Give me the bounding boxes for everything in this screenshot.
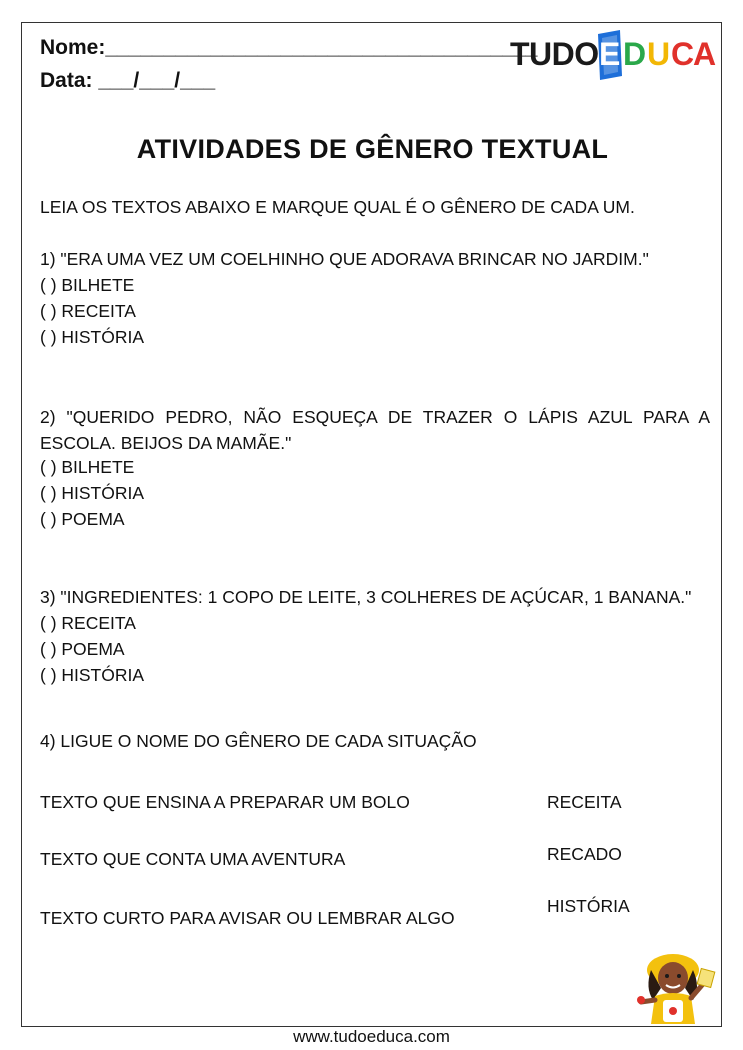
- question-2-option-1: ( ) BILHETE: [40, 457, 135, 477]
- question-3-prompt: 3) "INGREDIENTES: 1 COPO DE LEITE, 3 COLHERES DE AÇÚCAR, 1 BANANA.": [40, 587, 692, 607]
- question-4-prompt: 4) LIGUE O NOME DO GÊNERO DE CADA SITUAÇÃO: [40, 731, 477, 751]
- student-character-illustration: [633, 940, 725, 1028]
- logo-letter-e: E: [599, 36, 621, 72]
- question-2-prompt: 2) "QUERIDO PEDRO, NÃO ESQUEÇA DE TRAZER O LÁPIS AZUL PARA A ESCOLA. BEIJOS DA MAMÃE.": [40, 407, 710, 453]
- page-border: [21, 22, 722, 1027]
- question-2-option-2: ( ) HISTÓRIA: [40, 483, 145, 503]
- match-left-item: TEXTO QUE ENSINA A PREPARAR UM BOLO: [40, 792, 410, 812]
- logo-letter-d: D: [623, 36, 647, 72]
- logo-word-tudo: TUDO: [510, 36, 599, 72]
- question-2-option-3: ( ) POEMA: [40, 509, 125, 529]
- logo-letter-c: C: [671, 36, 695, 72]
- logo-letter-a: A: [693, 36, 717, 72]
- logo-letter-u: U: [647, 36, 671, 72]
- match-right-item: RECEITA: [547, 792, 622, 812]
- match-right-item: RECADO: [547, 844, 622, 864]
- question-1-option-3: ( ) HISTÓRIA: [40, 327, 145, 347]
- question-1-prompt: 1) "ERA UMA VEZ UM COELHINHO QUE ADORAVA BRINCAR NO JARDIM.": [40, 249, 649, 269]
- date-field-label: Data: ___/___/___: [40, 69, 216, 92]
- instruction-text: LEIA OS TEXTOS ABAIXO E MARQUE QUAL É O GÊNERO DE CADA UM.: [40, 197, 635, 217]
- question-3-option-1: ( ) RECEITA: [40, 613, 136, 633]
- question-3-option-2: ( ) POEMA: [40, 639, 125, 659]
- name-field-label: Nome:_____________________________________: [40, 36, 538, 59]
- match-left-item: TEXTO CURTO PARA AVISAR OU LEMBRAR ALGO: [40, 908, 455, 928]
- page-title: ATIVIDADES DE GÊNERO TEXTUAL: [136, 134, 609, 164]
- question-1-option-1: ( ) BILHETE: [40, 275, 135, 295]
- tudoeduca-logo: [510, 30, 720, 80]
- question-1-option-2: ( ) RECEITA: [40, 301, 136, 321]
- match-right-item: HISTÓRIA: [547, 896, 630, 916]
- footer-url: www.tudoeduca.com: [293, 1027, 450, 1046]
- question-3-option-3: ( ) HISTÓRIA: [40, 665, 145, 685]
- match-left-item: TEXTO QUE CONTA UMA AVENTURA: [40, 849, 346, 869]
